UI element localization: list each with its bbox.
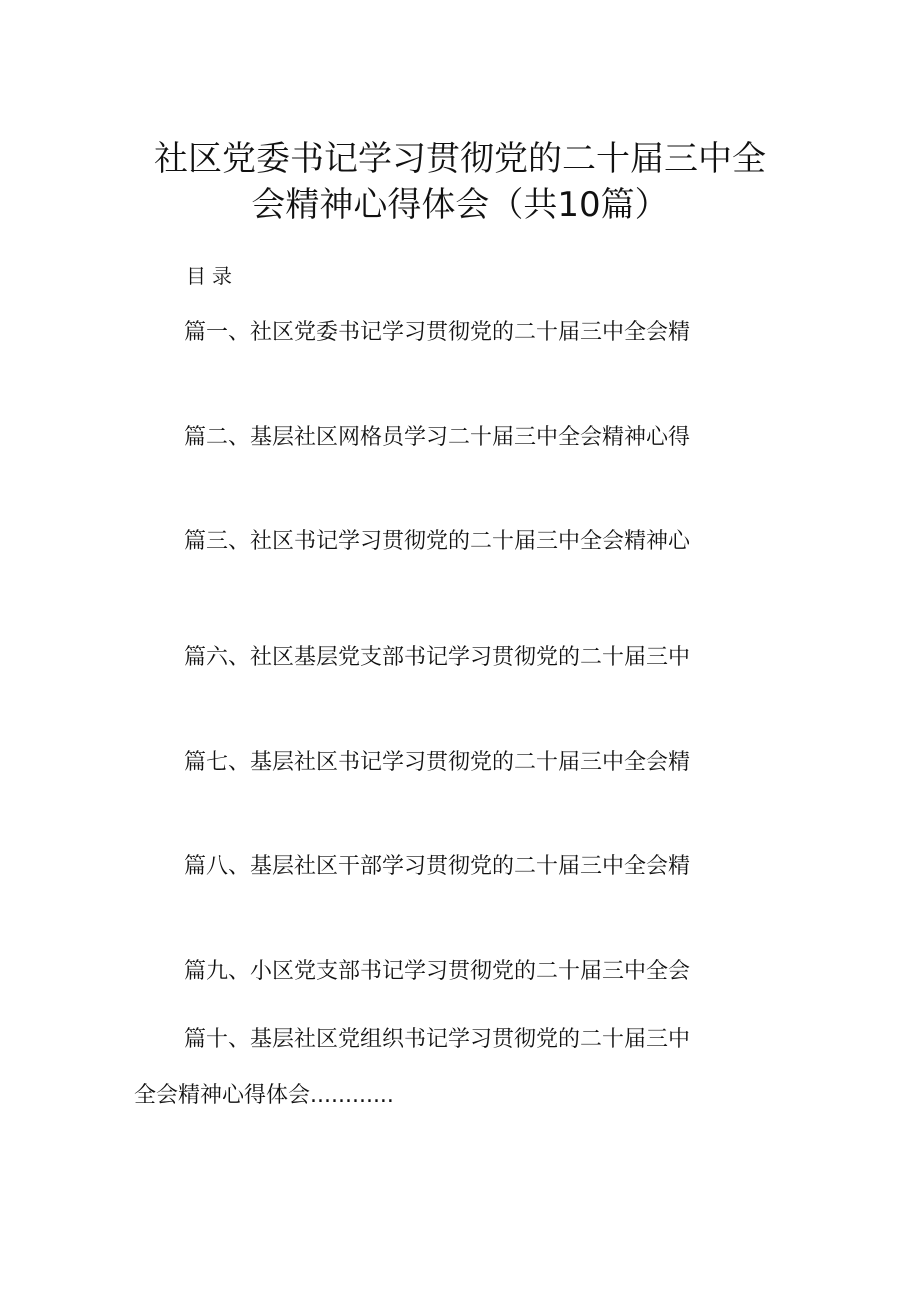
toc-item-10[interactable]: 篇十、基层社区党组织书记学习贯彻党的二十届三中 <box>184 1027 691 1052</box>
document-title-line-2: 会精神心得体会（共10篇） <box>251 185 669 225</box>
toc-item-7[interactable]: 篇七、基层社区书记学习贯彻党的二十届三中全会精 <box>184 750 691 775</box>
toc-item-1[interactable]: 篇一、社区党委书记学习贯彻党的二十届三中全会精 <box>184 320 691 345</box>
document-title-line-1: 社区党委书记学习贯彻党的二十届三中全 <box>154 139 766 179</box>
toc-item-9[interactable]: 篇九、小区党支部书记学习贯彻党的二十届三中全会 <box>184 959 691 984</box>
toc-heading: 目录 <box>186 264 238 288</box>
toc-item-3[interactable]: 篇三、社区书记学习贯彻党的二十届三中全会精神心 <box>184 529 691 554</box>
toc-item-6[interactable]: 篇六、社区基层党支部书记学习贯彻党的二十届三中 <box>184 645 691 670</box>
toc-item-10-continuation[interactable]: 全会精神心得体会............ <box>134 1083 394 1108</box>
toc-item-8[interactable]: 篇八、基层社区干部学习贯彻党的二十届三中全会精 <box>184 854 691 879</box>
toc-item-2[interactable]: 篇二、基层社区网格员学习二十届三中全会精神心得 <box>184 425 691 450</box>
